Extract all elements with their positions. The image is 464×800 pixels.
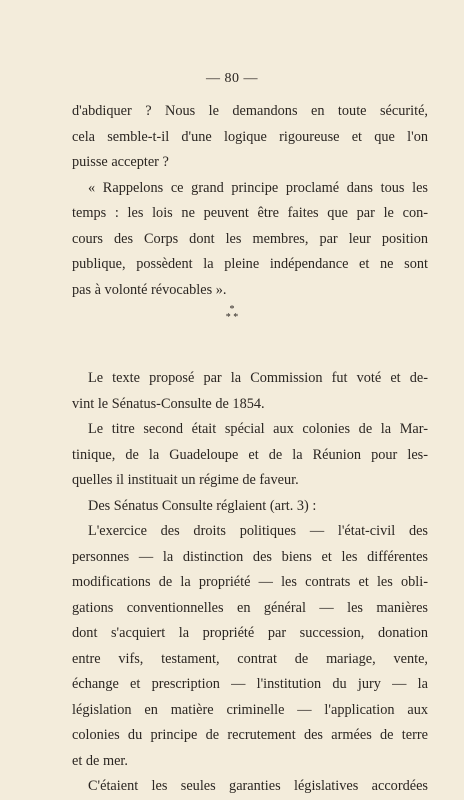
text-block-lower xyxy=(72,366,428,800)
text-line: dont s'acquiert la propriété par succession, donation xyxy=(72,625,428,641)
text-line: L'exercice des droits politiques — l'état-civil des xyxy=(88,523,428,539)
paragraph xyxy=(88,774,428,800)
text-line: temps : les lois ne peuvent être faites que par le con- xyxy=(72,205,428,221)
text-line: cours des Corps dont les membres, par leur position xyxy=(72,230,428,247)
text-line: et de mer. xyxy=(72,752,128,769)
text-line: Le titre second était spécial aux colonies de la Mar- xyxy=(88,421,428,437)
paragraph-quote xyxy=(72,176,428,304)
text-line: personnes — la distinction des biens et les différentes xyxy=(72,548,428,565)
text-line: d'abdiquer ? Nous le demandons en toute sécurité, xyxy=(72,103,428,119)
text-line: puisse accepter ? xyxy=(72,154,169,170)
text-line: entre vifs, testament, contrat de mariage, vente, xyxy=(72,650,428,667)
text-line: Des Sénatus Consulte réglaient (art. 3) : xyxy=(88,497,317,514)
paragraph xyxy=(72,417,428,494)
text-line: tinique, de la Guadeloupe et de la Réunion pour les- xyxy=(72,446,428,463)
section-asterism xyxy=(0,306,464,322)
text-line: « Rappelons ce grand principe proclamé dans tous les xyxy=(88,179,428,196)
text-line: gations conventionnelles en général — les manières xyxy=(72,599,428,616)
text-line: pas à volonté révocables ». xyxy=(72,281,227,298)
text-line: cela semble-t-il d'une logique rigoureuse et que l'on xyxy=(72,128,428,145)
page-number: — 80 — xyxy=(206,71,258,86)
text-block-upper xyxy=(72,99,428,303)
text-line: vint le Sénatus-Consulte de 1854. xyxy=(72,395,265,412)
paragraph-continuation xyxy=(72,99,428,176)
text-line: C'étaient les seules garanties législatives accordées xyxy=(88,778,428,794)
text-line: échange et prescription — l'institution du jury — la xyxy=(72,676,428,692)
paragraph xyxy=(72,366,428,417)
text-line: publique, possèdent la pleine indépendance et ne sont xyxy=(72,256,428,272)
text-line: modifications de la propriété — les contrats et les obli- xyxy=(72,574,428,590)
text-line: quelles il instituait un régime de faveur. xyxy=(72,472,299,488)
text-line: Le texte proposé par la Commission fut voté et de- xyxy=(88,370,428,386)
text-line: colonies du principe de recrutement des armées de terre xyxy=(72,727,428,743)
paragraph xyxy=(72,519,428,774)
asterism-top: * xyxy=(229,304,235,315)
text-line: législation en matière criminelle — l'application aux xyxy=(72,701,428,718)
paragraph xyxy=(88,494,428,520)
asterism-bottom: * * xyxy=(225,312,239,323)
